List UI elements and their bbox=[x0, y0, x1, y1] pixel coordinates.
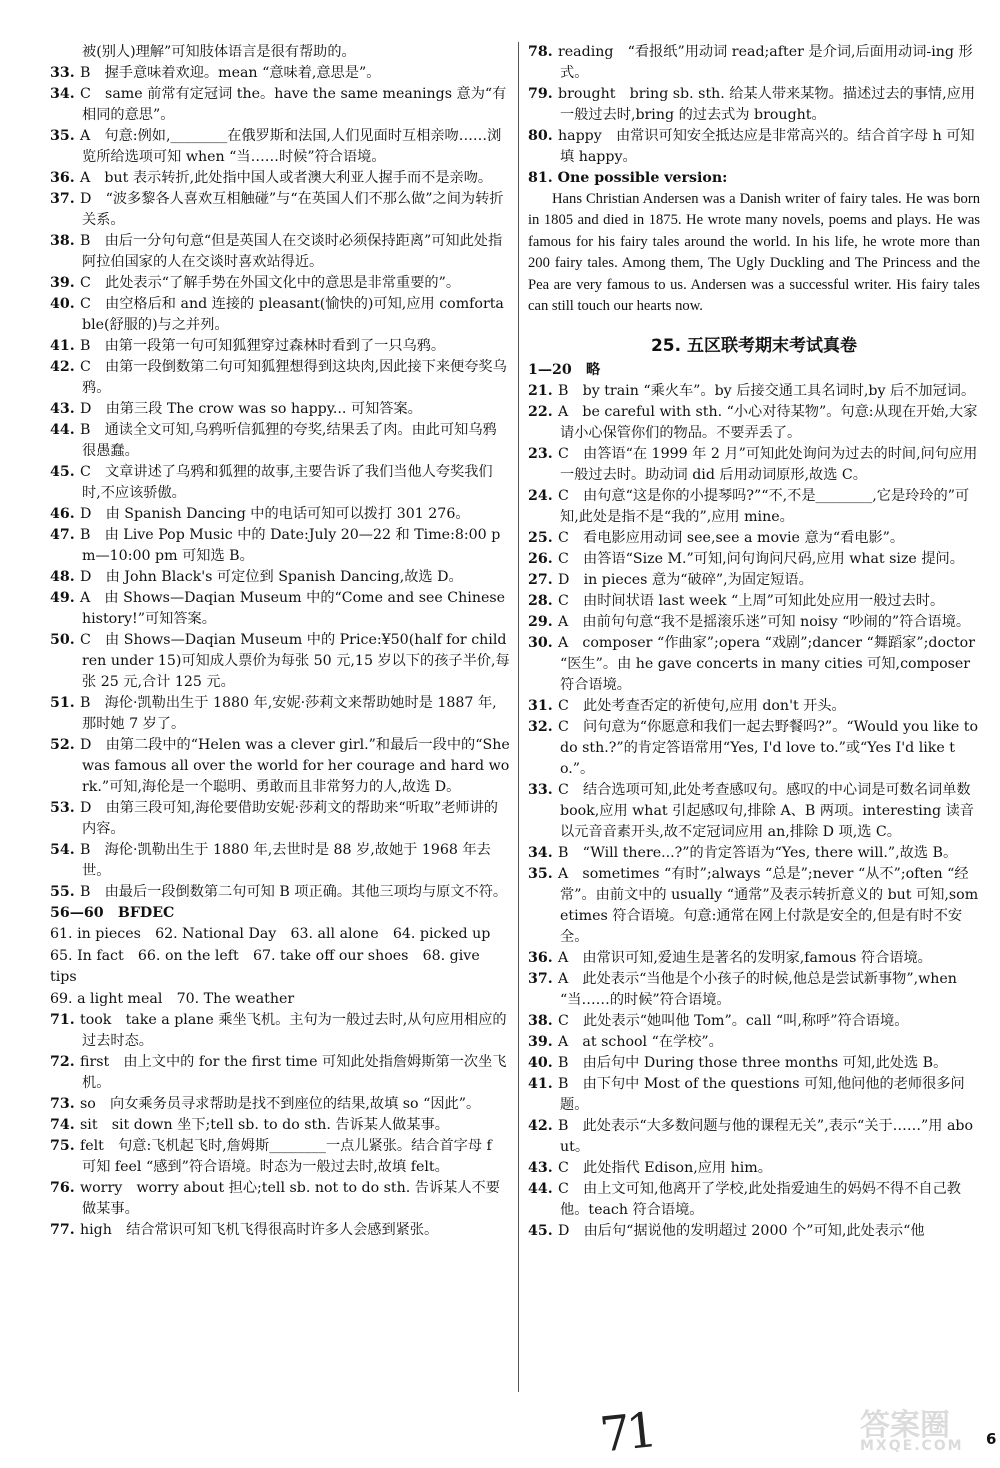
answer-item bbox=[50, 693, 510, 735]
answer-number: 35. bbox=[50, 128, 75, 144]
answer-number: 43. bbox=[528, 1160, 553, 1177]
answer-text: C 看电影应用动词 see,see a movie 意为“看电影”。 bbox=[558, 530, 905, 547]
answer-number: 37. bbox=[50, 191, 75, 207]
answer-item bbox=[528, 1221, 980, 1242]
answer-number: 39. bbox=[50, 275, 75, 291]
answer-item bbox=[50, 525, 510, 567]
answers-65-68: 65. In fact 66. on the left 67. take off our shoes 68. give tips bbox=[50, 947, 480, 986]
answer-item bbox=[50, 840, 510, 882]
answer-number: 48. bbox=[50, 569, 75, 585]
answer-item bbox=[528, 528, 980, 549]
answer-number: 26. bbox=[528, 551, 553, 568]
answer-number: 31. bbox=[528, 698, 553, 715]
answer-item bbox=[528, 1032, 980, 1053]
answer-number: 52. bbox=[50, 737, 75, 753]
answer-text: so 向女乘务员寻求帮助是找不到座位的结果,故填 so “因此”。 bbox=[80, 1096, 481, 1113]
answer-number: 27. bbox=[528, 572, 553, 589]
answer-item bbox=[528, 780, 980, 843]
answer-item bbox=[50, 1220, 510, 1241]
answer-text: C 问句意为“你愿意和我们一起去野餐吗?”。“Would you like to do sth.?”的肯定答语常用“Yes, I'd love to.”或“Yes I'd like to.”。 bbox=[558, 719, 979, 778]
answer-item bbox=[50, 1094, 510, 1115]
answers-56-60: 56—60 BFDEC bbox=[50, 905, 175, 921]
answer-text: A 由 Shows—Daqian Museum 中的“Come and see Chinese history!”可知答案。 bbox=[80, 590, 506, 627]
answer-text: B 由后一分句句意“但是英国人在交谈时必须保持距离”可知此处指阿拉伯国家的人在交谈时喜欢站得近。 bbox=[80, 233, 503, 270]
answer-text: C 由时间状语 last week “上周”可知此处应用一般过去时。 bbox=[558, 593, 945, 610]
answer-number: 43. bbox=[50, 401, 75, 417]
answer-item bbox=[50, 630, 510, 693]
answer-item bbox=[50, 126, 510, 168]
answer-text: D 由第三段 The crow was so happy... 可知答案。 bbox=[80, 401, 422, 417]
answer-number: 71. bbox=[50, 1012, 75, 1029]
watermark-url: MXQE.COM bbox=[860, 1438, 964, 1454]
answer-text: A but 表示转折,此处指中国人或者澳大利亚人握手而不是亲吻。 bbox=[80, 170, 493, 186]
answer-text: D 由 John Black's 可定位到 Spanish Dancing,故选 D。 bbox=[80, 569, 463, 585]
right-answer-list bbox=[528, 42, 980, 168]
answer-text: A 此处表示“当他是个小孩子的时候,他总是尝试新事物”,when “当……的时候”符合语境。 bbox=[558, 971, 957, 1009]
answer-text: reading “看报纸”用动词 read;after 是介词,后面用动词-ing 形式。 bbox=[558, 44, 973, 81]
answer-number: 39. bbox=[528, 1034, 553, 1051]
answer-text: C 由第一段倒数第二句可知狐狸想得到这块肉,因此接下来便夸奖乌鸦。 bbox=[80, 359, 507, 396]
answer-text: C 此处表示“她叫他 Tom”。call “叫,称呼”符合语境。 bbox=[558, 1013, 909, 1030]
answer-item bbox=[528, 1053, 980, 1074]
answer-item bbox=[50, 1178, 510, 1220]
answer-text: B 由后句中 During those three months 可知,此处选 B。 bbox=[558, 1055, 948, 1072]
answer-text: A composer “作曲家”;opera “戏剧”;dancer “舞蹈家”;doctor “医生”。由 he gave concerts in many cities 可知,composer 符合语境。 bbox=[558, 635, 976, 694]
answer-item bbox=[50, 882, 510, 903]
answer-text: A 由常识可知,爱迪生是著名的发明家,famous 符合语境。 bbox=[558, 950, 932, 967]
watermark-logo bbox=[860, 1400, 990, 1460]
answer-number: 47. bbox=[50, 527, 75, 543]
answer-number: 76. bbox=[50, 1180, 75, 1197]
answer-text: B 握手意味着欢迎。mean “意味着,意思是”。 bbox=[80, 65, 381, 81]
answer-number: 34. bbox=[528, 845, 553, 862]
right-answer-list-2 bbox=[528, 381, 980, 1242]
answer-text: happy 由常识可知安全抵达应是非常高兴的。结合首字母 h 可知填 happy。 bbox=[558, 128, 975, 165]
answer-number: 74. bbox=[50, 1117, 75, 1134]
page-number: 6 bbox=[986, 1430, 997, 1448]
answer-item bbox=[528, 843, 980, 864]
answer-item bbox=[528, 42, 980, 84]
answer-text: A 句意:例如,________在俄罗斯和法国,人们见面时互相亲吻……浏览所给选项可知 when “当……时候”符合语境。 bbox=[80, 128, 502, 165]
answer-number: 25. bbox=[528, 530, 553, 547]
answer-number: 44. bbox=[528, 1181, 553, 1198]
answer-item bbox=[50, 231, 510, 273]
answer-item bbox=[528, 1179, 980, 1221]
answer-text: C same 前常有定冠词 the。have the same meanings 意为“有相同的意思”。 bbox=[80, 86, 507, 123]
answer-item bbox=[50, 42, 510, 63]
answer-number: 46. bbox=[50, 506, 75, 522]
answer-item bbox=[528, 717, 980, 780]
answer-number: 45. bbox=[50, 464, 75, 480]
answer-text: D in pieces 意为“破碎”,为固定短语。 bbox=[558, 572, 813, 589]
section-title: 25. 五区联考期末考试真卷 bbox=[650, 336, 858, 357]
answers-61-64: 61. in pieces 62. National Day 63. all alone 64. picked up bbox=[50, 926, 491, 943]
answer-text: C 此处指代 Edison,应用 him。 bbox=[558, 1160, 772, 1177]
answer-item bbox=[528, 1158, 980, 1179]
answer-text: D 由后句“据说他的发明超过 2000 个”可知,此处表示“他 bbox=[558, 1223, 925, 1240]
answer-number: 33. bbox=[50, 65, 75, 81]
answer-number: 53. bbox=[50, 800, 75, 816]
answer-text: C 由句意“这是你的小提琴吗?”“不,不是________,它是玲玲的”可知,此处是指不是“我的”,应用 mine。 bbox=[558, 488, 970, 526]
answer-item bbox=[50, 273, 510, 294]
answer-item bbox=[528, 864, 980, 948]
answer-number: 34. bbox=[50, 86, 75, 102]
answer-item bbox=[50, 1052, 510, 1094]
answer-item bbox=[528, 696, 980, 717]
answer-number: 33. bbox=[528, 782, 553, 799]
left-column bbox=[50, 42, 510, 1241]
answer-text: took take a plane 乘坐飞机。主句为一般过去时,从句应用相应的过去时态。 bbox=[80, 1012, 507, 1050]
answer-item bbox=[528, 486, 980, 528]
answer-text: A sometimes “有时”;always “总是”;never “从不”;often “经常”。由前文中的 usually “通常”及表示转折意义的 but 可知,sometimes 符合语境。句意:通常在网上付款是安全的,但是有时不安全。 bbox=[558, 866, 979, 946]
answer-text: A be careful with sth. “小心对待某物”。句意:从现在开始,大家请小心保管你们的物品。不要弄丢了。 bbox=[558, 404, 978, 442]
answer-item bbox=[50, 84, 510, 126]
answer-item bbox=[50, 462, 510, 504]
answer-text: C 由上文可知,他离开了学校,此处指爱迪生的妈妈不得不自己教他。teach 符合语境。 bbox=[558, 1181, 961, 1219]
answer-number: 21. bbox=[528, 383, 553, 400]
answer-item bbox=[50, 1010, 510, 1052]
answer-text: B “Will there...?”的肯定答语为“Yes, there will.”,故选 B。 bbox=[558, 845, 958, 862]
answer-number: 80. bbox=[528, 128, 553, 144]
answer-number: 23. bbox=[528, 446, 553, 463]
answer-number: 24. bbox=[528, 488, 553, 505]
left-answer-list bbox=[50, 42, 510, 903]
answer-text: C 结合选项可知,此处考查感叹句。感叹的中心词是可数名词单数 book,应用 what 引起感叹句,排除 A、B 两项。interesting 读音以元音音素开头,故不定冠词应用 an,排除 D 项,选 C。 bbox=[558, 782, 974, 841]
handwritten-note: 71 bbox=[597, 1402, 656, 1464]
answer-number: 73. bbox=[50, 1096, 75, 1113]
answer-item bbox=[50, 336, 510, 357]
answer-item bbox=[528, 591, 980, 612]
answer-number: 32. bbox=[528, 719, 553, 736]
answer-number: 22. bbox=[528, 404, 553, 421]
answer-text: B 由第一段第一句可知狐狸穿过森林时看到了一只乌鸦。 bbox=[80, 338, 446, 354]
answer-number: 75. bbox=[50, 1138, 75, 1155]
answer-item bbox=[50, 1136, 510, 1178]
essay-heading: 81. One possible version: bbox=[528, 170, 728, 186]
answer-text: D 由 Spanish Dancing 中的电话可知可以拨打 301 276。 bbox=[80, 506, 470, 522]
answer-text: 被(别人)理解”可知肢体语言是很有帮助的。 bbox=[82, 44, 356, 60]
right-column bbox=[528, 42, 980, 1242]
answer-item bbox=[50, 168, 510, 189]
answer-item bbox=[50, 294, 510, 336]
answers-1-20: 1—20 略 bbox=[528, 362, 601, 379]
answer-item bbox=[528, 549, 980, 570]
answer-number: 77. bbox=[50, 1222, 75, 1239]
answer-text: D 由第二段中的“Helen was a clever girl.”和最后一段中的“She was famous all over the world for her courage and hard work.”可知,海伦是一个聪明、勇敢而且非常努力的人,故选 D。 bbox=[80, 737, 510, 795]
answer-item bbox=[528, 570, 980, 591]
answer-item bbox=[528, 1116, 980, 1158]
answer-number: 79. bbox=[528, 86, 553, 102]
short-answers bbox=[50, 903, 510, 1010]
answer-text: C 此处考查否定的祈使句,应用 don't 开头。 bbox=[558, 698, 846, 715]
answer-number: 78. bbox=[528, 44, 553, 60]
answer-text: first 由上文中的 for the first time 可知此处指詹姆斯第一次坐飞机。 bbox=[80, 1054, 507, 1092]
answer-item bbox=[50, 357, 510, 399]
answer-item bbox=[50, 1115, 510, 1136]
answer-number: 38. bbox=[528, 1013, 553, 1030]
answer-item bbox=[50, 504, 510, 525]
answer-text: C 由答语“在 1999 年 2 月”可知此处询问为过去的时间,问句应用一般过去时。助动词 did 后用动词原形,故选 C。 bbox=[558, 446, 978, 484]
answer-number: 44. bbox=[50, 422, 75, 438]
essay-body: Hans Christian Andersen was a Danish writer of fairy tales. He was born in 1805 and died in 1875. He wrote many novels, poems and plays. He was famous for his fairy tales around the world. In his life, he wrote more than 200 fairy tales. Among them, The Ugly Duckling and The Princess and the Pea are very famous to us. Andersen was a successful writer. His fairy tales can still touch our hearts now. bbox=[528, 191, 980, 315]
answer-item bbox=[50, 420, 510, 462]
answer-number: 40. bbox=[50, 296, 75, 312]
answer-text: C 文章讲述了乌鸦和狐狸的故事,主要告诉了我们当他人夸奖我们时,不应该骄傲。 bbox=[80, 464, 493, 501]
answer-number: 36. bbox=[528, 950, 553, 967]
answer-text: A at school “在学校”。 bbox=[558, 1034, 723, 1051]
answer-text: felt 句意:飞机起飞时,詹姆斯________一点儿紧张。结合首字母 f 可知 feel “感到”符合语境。时态为一般过去时,故填 felt。 bbox=[80, 1138, 492, 1176]
left-answer-list-2 bbox=[50, 1010, 510, 1241]
answer-item bbox=[528, 84, 980, 126]
answer-text: B 由 Live Pop Music 中的 Date:July 20—22 和 Time:8:00 pm—10:00 pm 可知选 B。 bbox=[80, 527, 501, 564]
answer-item bbox=[50, 567, 510, 588]
answer-text: C 由 Shows—Daqian Museum 中的 Price:¥50(half for children under 15)可知成人票价为每张 50 元,15 岁以下的孩子半价,每张 25 元,合计 125 元。 bbox=[80, 632, 510, 690]
answers-69-70: 69. a light meal 70. The weather bbox=[50, 990, 295, 1007]
answer-number: 72. bbox=[50, 1054, 75, 1071]
answer-text: B by train “乘火车”。by 后接交通工具名词时,by 后不加冠词。 bbox=[558, 383, 976, 400]
answer-text: D 由第三段可知,海伦要借助安妮·莎莉文的帮助来“听取”老师讲的内容。 bbox=[80, 800, 498, 837]
answer-number: 29. bbox=[528, 614, 553, 631]
answer-item bbox=[50, 399, 510, 420]
answer-text: C 由答语“Size M.”可知,问句询问尺码,应用 what size 提问。 bbox=[558, 551, 964, 568]
answer-number: 42. bbox=[50, 359, 75, 375]
answer-text: high 结合常识可知飞机飞得很高时许多人会感到紧张。 bbox=[80, 1222, 439, 1239]
answer-item bbox=[528, 126, 980, 168]
answer-text: C 此处表示“了解手势在外国文化中的意思是非常重要的”。 bbox=[80, 275, 461, 291]
answer-item bbox=[528, 633, 980, 696]
answer-item bbox=[528, 1074, 980, 1116]
answer-item bbox=[528, 381, 980, 402]
answer-item bbox=[50, 63, 510, 84]
answer-number: 28. bbox=[528, 593, 553, 610]
answer-text: B 此处表示“大多数问题与他的课程无关”,表示“关于……”用 about。 bbox=[558, 1118, 974, 1156]
answer-number: 37. bbox=[528, 971, 553, 988]
answer-number: 54. bbox=[50, 842, 75, 858]
answer-number: 55. bbox=[50, 884, 75, 900]
answer-item bbox=[528, 1011, 980, 1032]
answer-number: 38. bbox=[50, 233, 75, 249]
answer-text: sit sit down 坐下;tell sb. to do sth. 告诉某人做某事。 bbox=[80, 1117, 449, 1134]
answer-text: brought bring sb. sth. 给某人带来某物。描述过去的事情,应用一般过去时,bring 的过去式为 brought。 bbox=[558, 86, 976, 123]
watermark-text: 答案圈 bbox=[860, 1408, 950, 1443]
answer-item bbox=[528, 969, 980, 1011]
answer-text: B 通读全文可知,乌鸦听信狐狸的夸奖,结果丢了肉。由此可知乌鸦很愚蠢。 bbox=[80, 422, 497, 459]
answer-text: worry worry about 担心;tell sb. not to do sth. 告诉某人不要做某事。 bbox=[80, 1180, 500, 1218]
answer-item bbox=[50, 735, 510, 798]
answer-text: B 由下句中 Most of the questions 可知,他问他的老师很多问题。 bbox=[558, 1076, 965, 1114]
answer-text: B 由最后一段倒数第二句可知 B 项正确。其他三项均与原文不符。 bbox=[80, 884, 508, 900]
column-divider bbox=[518, 42, 519, 1392]
answer-item bbox=[528, 612, 980, 633]
answer-number: 41. bbox=[50, 338, 75, 354]
answer-number: 40. bbox=[528, 1055, 553, 1072]
answer-number: 30. bbox=[528, 635, 553, 652]
answer-item bbox=[50, 798, 510, 840]
answer-item bbox=[50, 588, 510, 630]
answer-number: 49. bbox=[50, 590, 75, 606]
answer-text: B 海伦·凯勒出生于 1880 年,去世时是 88 岁,故她于 1968 年去世。 bbox=[80, 842, 491, 879]
answer-text: A 由前句句意“我不是摇滚乐迷”可知 noisy “吵闹的”符合语境。 bbox=[558, 614, 971, 631]
answer-number: 45. bbox=[528, 1223, 553, 1240]
answer-number: 41. bbox=[528, 1076, 553, 1093]
answer-number: 36. bbox=[50, 170, 75, 186]
answer-item bbox=[528, 444, 980, 486]
answer-item bbox=[50, 189, 510, 231]
answer-number: 50. bbox=[50, 632, 75, 648]
answer-number: 42. bbox=[528, 1118, 553, 1135]
answer-number: 35. bbox=[528, 866, 553, 883]
answer-number: 51. bbox=[50, 695, 75, 711]
answer-item bbox=[528, 402, 980, 444]
answer-text: D “波多黎各人喜欢互相触碰”与“在英国人们不那么做”之间为转折关系。 bbox=[80, 191, 504, 228]
answer-text: C 由空格后和 and 连接的 pleasant(愉快的)可知,应用 comfortable(舒服的)与之并列。 bbox=[80, 296, 504, 333]
answer-text: B 海伦·凯勒出生于 1880 年,安妮·莎莉文来帮助她时是 1887 年,那时她 7 岁了。 bbox=[80, 695, 497, 732]
answer-item bbox=[528, 948, 980, 969]
